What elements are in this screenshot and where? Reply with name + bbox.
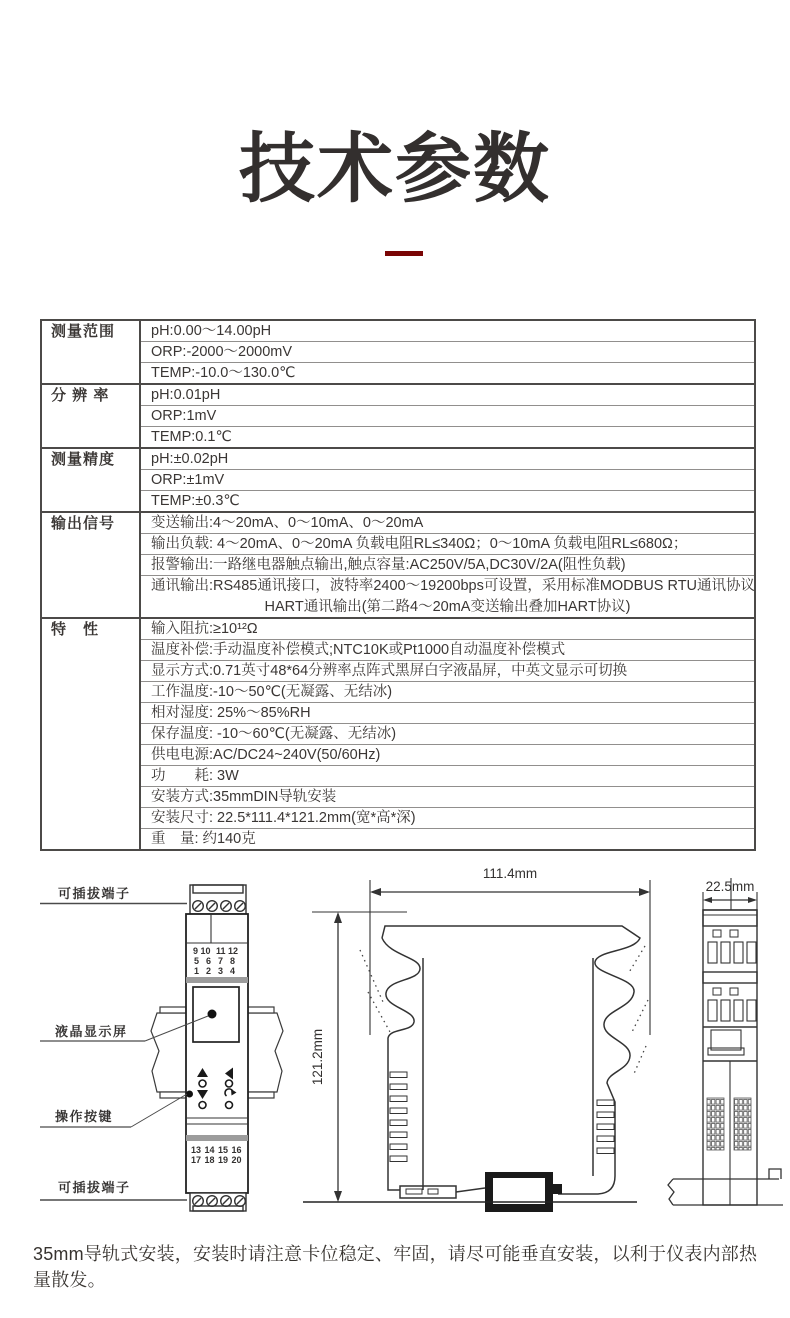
- row-label-accuracy: 测量精度: [41, 448, 140, 512]
- label-operation-buttons: 操作按键: [55, 1109, 114, 1124]
- side-view-drawing: [300, 860, 685, 1212]
- row-label-features: 特 性: [41, 618, 140, 850]
- row-label-output-signal: 输出信号: [41, 512, 140, 618]
- arrowhead: [334, 912, 342, 923]
- spec-value: 供电电源:AC/DC24~240V(50/60Hz): [140, 745, 755, 766]
- end-view-drawing: [665, 865, 790, 1215]
- terminal-numbers-red: 9 10: [193, 946, 211, 956]
- spec-value: 安装尺寸: 22.5*111.4*121.2mm(宽*高*深): [140, 808, 755, 829]
- spec-value: 报警输出:一路继电器触点输出,触点容量:AC250V/5A,DC30V/2A(阻性负载): [140, 555, 755, 576]
- arrowhead: [748, 897, 757, 903]
- arrowhead: [334, 1191, 342, 1202]
- bottom-terminal-block: [190, 1193, 246, 1211]
- leader-dot: [208, 1010, 217, 1019]
- terminal-numbers: 11 12: [216, 946, 239, 956]
- spec-value: ORP:±1mV: [140, 470, 755, 491]
- leader-line: [131, 1094, 187, 1127]
- dim-width-label: 111.4mm: [482, 866, 538, 881]
- dim-depth-label: 22.5mm: [705, 879, 755, 894]
- spec-table: [40, 319, 756, 851]
- spec-value: ORP:-2000～2000mV: [140, 342, 755, 363]
- spec-table-wrap: [40, 319, 756, 851]
- din-clip-inner: [493, 1178, 545, 1204]
- label-pluggable-terminal-top: 可插拔端子: [58, 886, 131, 901]
- arrowhead: [703, 897, 712, 903]
- dotted-break-lines: [360, 946, 648, 1076]
- spec-value: 工作温度:-10～50℃(无凝露、无结冰): [140, 682, 755, 703]
- page-title: 技术参数: [239, 127, 551, 212]
- device-side-outline: [382, 926, 640, 1198]
- gray-band: [186, 1135, 248, 1141]
- arrowhead: [639, 888, 650, 896]
- spec-value: 相对湿度: 25%～85%RH: [140, 703, 755, 724]
- label-lcd-display: 液晶显示屏: [55, 1024, 128, 1039]
- spec-value: TEMP:0.1℃: [140, 427, 755, 449]
- spec-value: 保存温度: -10～60℃(无凝露、无结冰): [140, 724, 755, 745]
- terminal-numbers: 5 6 7 8: [194, 956, 236, 966]
- spec-value: 功 耗: 3W: [140, 766, 755, 787]
- label-pluggable-terminal-bottom: 可插拔端子: [58, 1180, 131, 1195]
- spec-value: TEMP:±0.3℃: [140, 491, 755, 513]
- row-label-measure-range: 测量范围: [41, 320, 140, 384]
- device-end-outline: [703, 910, 757, 1205]
- gray-band: [186, 977, 248, 983]
- spec-value: 重 量: 约140克: [140, 829, 755, 851]
- spec-value: pH:0.00～14.00pH: [140, 320, 755, 342]
- hart-output-line: HART通讯输出(第二路4～20mA变送输出叠加HART协议): [264, 598, 631, 615]
- leader-dot: [186, 1091, 193, 1098]
- spec-value: TEMP:-10.0～130.0℃: [140, 363, 755, 385]
- terminal-numbers: 17 18 19 20: [191, 1155, 242, 1165]
- title-accent-line: [385, 251, 423, 256]
- top-terminal-block: [190, 885, 246, 914]
- dim-height-label: 121.2mm: [310, 1028, 325, 1086]
- vent-grid: [734, 1098, 751, 1150]
- spec-value: 安装方式:35mmDIN导轨安装: [140, 787, 755, 808]
- row-label-resolution: 分 辨 率: [41, 384, 140, 448]
- din-clip-nub: [553, 1184, 562, 1194]
- spec-value: 变送输出:4～20mA、0～10mA、0～20mA: [140, 512, 755, 534]
- spec-value: pH:±0.02pH: [140, 448, 755, 470]
- spec-value: ORP:1mV: [140, 406, 755, 427]
- terminal-numbers: 13 14 15 16: [191, 1145, 242, 1155]
- spec-value: 输出负载: 4～20mA、0～20mA 负载电阻RL≤340Ω；0～10mA 负载电阻RL≤680Ω；: [140, 534, 755, 555]
- spec-value: 显示方式:0.71英寸48*64分辨率点阵式黑屏白字液晶屏，中英文显示可切换: [140, 661, 755, 682]
- comm-output-line: 通讯输出:RS485通讯接口，波特率2400～19200bps可设置，采用标准MODBUS RTU通讯协议: [151, 578, 756, 594]
- footer-installation-note: 35mm导轨式安装，安装时请注意卡位稳定、牢固，请尽可能垂直安装，以利于仪表内部热量散发。: [33, 1244, 758, 1290]
- spec-value: 输入阻抗:≥10¹²Ω: [140, 618, 755, 640]
- terminal-numbers: 1 2 3 4: [194, 966, 236, 976]
- spec-value-comm-output: [140, 576, 755, 619]
- spec-value: 温度补偿:手动温度补偿模式;NTC10K或Pt1000自动温度补偿模式: [140, 640, 755, 661]
- vent-grid: [707, 1098, 724, 1150]
- spec-value: pH:0.01pH: [140, 384, 755, 406]
- front-view-drawing: [35, 865, 290, 1225]
- arrowhead: [370, 888, 381, 896]
